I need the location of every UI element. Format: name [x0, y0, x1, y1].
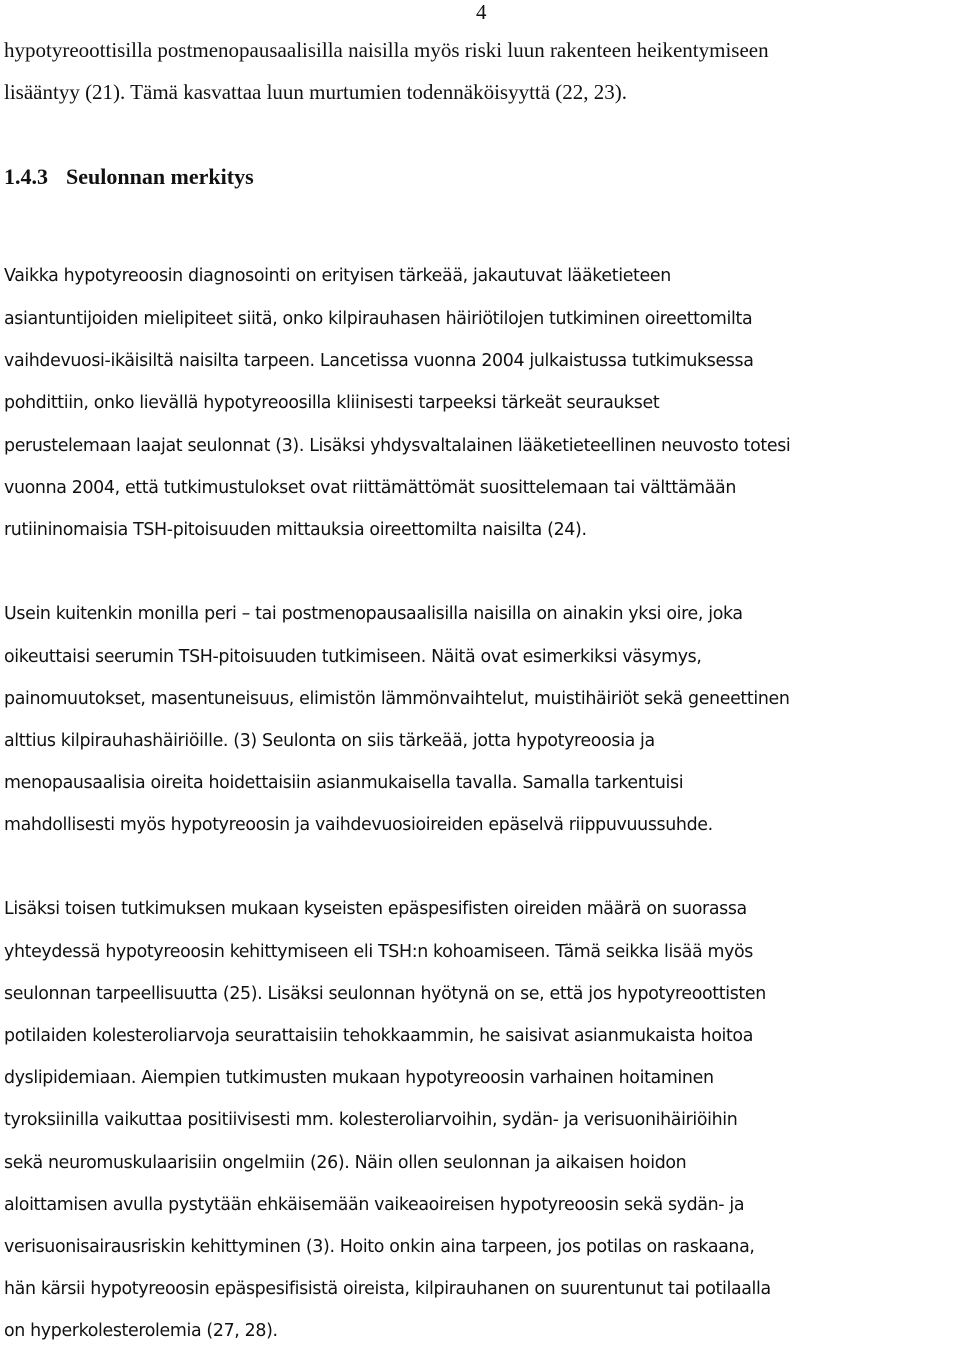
text-line: dyslipidemiaan. Aiempien tutkimusten mukaan hypotyreoosin varhainen hoitaminen: [4, 1068, 714, 1088]
text-line: asiantuntijoiden mielipiteet siitä, onko kilpirauhasen häiriötilojen tutkiminen oireettomilta: [4, 309, 753, 329]
text-line: oikeuttaisi seerumin TSH-pitoisuuden tutkimiseen. Näitä ovat esimerkiksi väsymys,: [4, 647, 702, 667]
text-line: verisuonisairausriskin kehittyminen (3). Hoito onkin aina tarpeen, jos potilas on raskaana,: [4, 1237, 755, 1257]
text-line: lisääntyy (21). Tämä kasvattaa luun murtumien todennäköisyyttä (22, 23).: [4, 80, 628, 104]
text-line: pohdittiin, onko lievällä hypotyreoosilla kliinisesti tarpeeksi tärkeät seuraukset: [4, 393, 660, 413]
section-number: 1.4.3: [4, 164, 48, 189]
text-line: Usein kuitenkin monilla peri – tai postmenopausaalisilla naisilla on ainakin yksi oire, joka: [4, 604, 743, 624]
text-line: menopausaalisia oireita hoidettaisiin asianmukaisella tavalla. Samalla tarkentuisi: [4, 773, 684, 793]
text-line: tyroksiinilla vaikuttaa positiivisesti mm. kolesteroliarvoihin, sydän- ja verisuonihäiriöihin: [4, 1110, 738, 1130]
text-line: hän kärsii hypotyreoosin epäspesifisistä oireista, kilpirauhanen on suurentunut tai potilaalla: [4, 1279, 771, 1299]
text-line: rutiininomaisia TSH-pitoisuuden mittauksia oireettomilta naisilta (24).: [4, 520, 587, 540]
text-line: vuonna 2004, että tutkimustulokset ovat riittämättömät suosittelemaan tai välttämään: [4, 478, 737, 498]
text-line: alttius kilpirauhashäiriöille. (3) Seulonta on siis tärkeää, jotta hypotyreoosia ja: [4, 731, 655, 751]
text-line: vaihdevuosi-ikäisiltä naisilta tarpeen. Lancetissa vuonna 2004 julkaistussa tutkimuksessa: [4, 351, 754, 371]
text-line: potilaiden kolesteroliarvoja seurattaisiin tehokkaammin, he saisivat asianmukaista hoitoa: [4, 1026, 754, 1046]
text-line: Vaikka hypotyreoosin diagnosointi on erityisen tärkeää, jakautuvat lääketieteen: [4, 266, 671, 286]
page-number: 4: [476, 0, 487, 24]
text-line: hypotyreoottisilla postmenopausaalisilla naisilla myös riski luun rakenteen heikentymiseen: [4, 38, 769, 62]
section-heading: [4, 164, 254, 190]
text-line: Lisäksi toisen tutkimuksen mukaan kyseisten epäspesifisten oireiden määrä on suorassa: [4, 899, 747, 919]
text-line: painomuutokset, masentuneisuus, elimistön lämmönvaihtelut, muistihäiriöt sekä geneettinen: [4, 689, 790, 709]
text-line: on hyperkolesterolemia (27, 28).: [4, 1321, 278, 1341]
text-line: mahdollisesti myös hypotyreoosin ja vaihdevuosioireiden epäselvä riippuvuussuhde.: [4, 815, 713, 835]
text-line: yhteydessä hypotyreoosin kehittymiseen eli TSH:n kohoamiseen. Tämä seikka lisää myös: [4, 942, 754, 962]
section-title: Seulonnan merkitys: [66, 164, 254, 189]
text-line: aloittamisen avulla pystytään ehkäisemään vaikeaoireisen hypotyreoosin sekä sydän- ja: [4, 1195, 745, 1215]
text-line: perustelemaan laajat seulonnat (3). Lisäksi yhdysvaltalainen lääketieteellinen neuvosto totesi: [4, 436, 791, 456]
text-line: sekä neuromuskulaarisiin ongelmiin (26). Näin ollen seulonnan ja aikaisen hoidon: [4, 1153, 687, 1173]
text-line: seulonnan tarpeellisuutta (25). Lisäksi seulonnan hyötynä on se, että jos hypotyreoottisten: [4, 984, 766, 1004]
